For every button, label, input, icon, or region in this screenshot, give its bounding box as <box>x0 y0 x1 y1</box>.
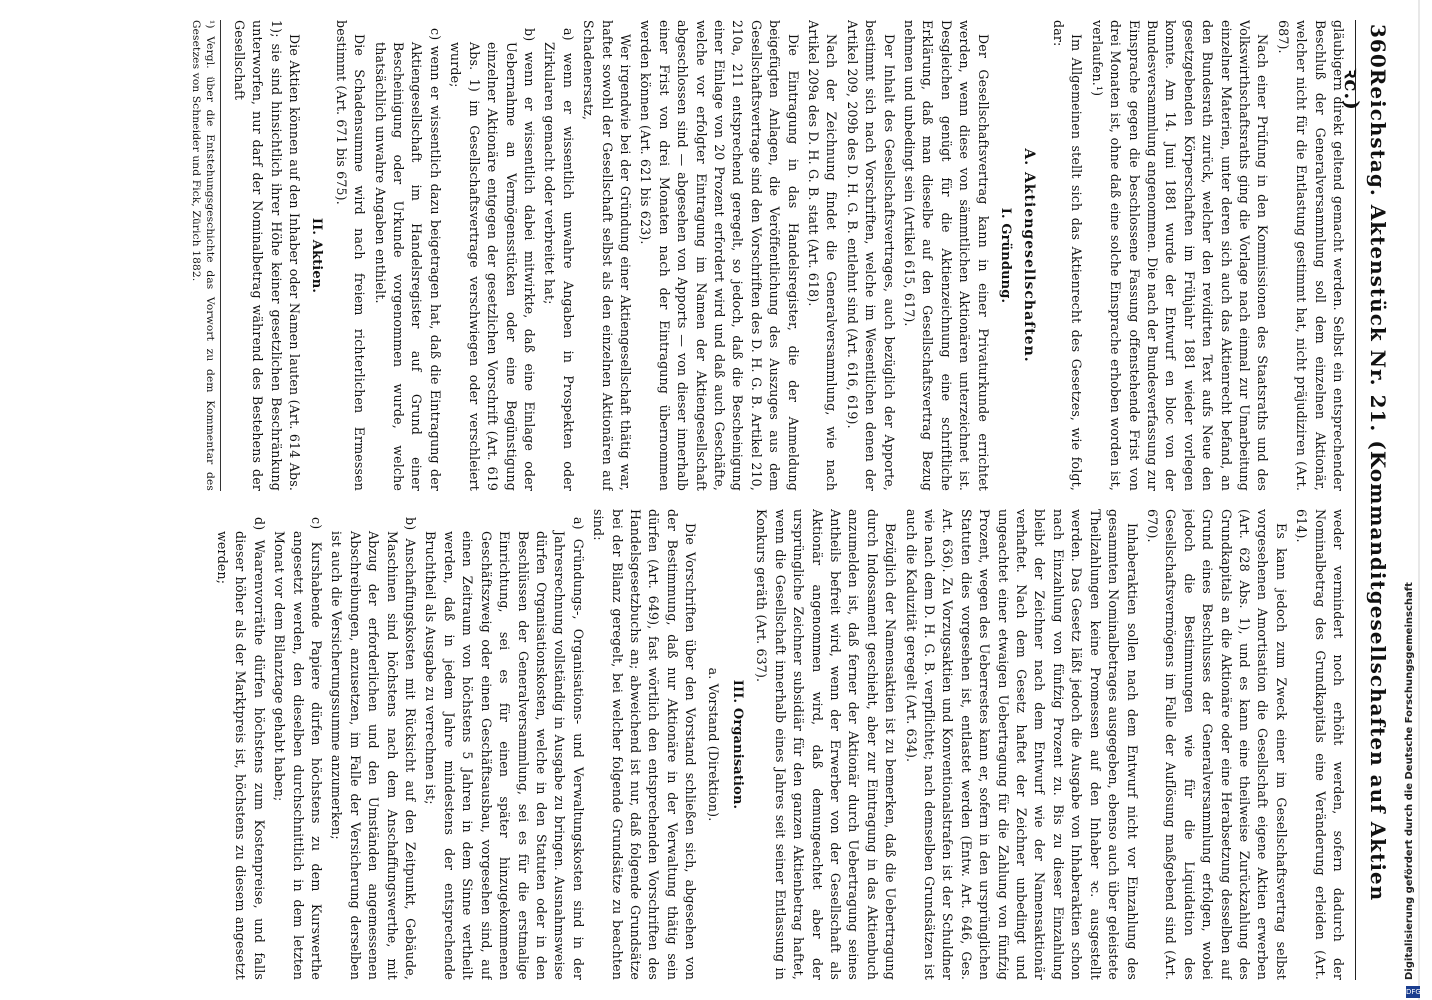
paragraph: Nach einer Prüfung in den Kommissionen des Staatsraths und des Volkswirthschaftsraths ging die Vorlage nach einmal zur Umarbeitung einzelner Materien, unter deren sich auch das Aktienrecht befand, an den Bundesrath zurück, welcher den revidirten Text aufs Neue den gesetzgebenden Körperschaften im Frühjahr 1881 wieder vorlegen konnte. Am 14. Juni 1881 wurde der Entwurf en bloc von der Bundesversammlung angenommen. Die nach der Bundesverfassung zur Einsprache gegen die beschlossene Fassung offenstehende Frist von drei Monaten ist, ohne daß eine solche Einsprache erhoben worden ist, verlaufen.¹) <box>1089 20 1271 491</box>
list-item: c) wenn er wissentlich dazu beigetragen hat, daß die Eintragung der Aktiengesellschaft im Handelsregister auf Grund einer Bescheinigung oder Urkunde vorgenommen wurde, welche thatsächlich unwahre Angaben enthielt. <box>372 28 443 491</box>
list-item: a) wenn er wissentlich unwahre Angaben in Prospekten oder Zirkularen gemacht oder verbreitet hat; <box>542 28 576 491</box>
list-item: b) wenn er wissentlich dabei mitwirkte, daß eine Einlage oder Uebernahme an Vermögensstücken oder eine Begünstigung einzelner Aktionäre entgegen der gesetzlichen Vorschrift (Art. 619 Abs. 1) im Gesellschaftsvertrage verschwiegen oder verschleiert wurde; <box>448 28 537 491</box>
paragraph: Die Eintragung in das Handelsregister, die der Anmeldung beigefügten Anlagen, die Veröffentlichung des Auszuges aus dem Gesellschaftsvertrage sind den Vorschriften des D. H. G. B. Artikel 210, 210a, 211 entsprechend geregelt, so jedoch, daß die Bescheinigung einer Einlage von 20 Prozent erfordert wird und daß auch Geschäfte, welche vor erfolgter Eintragung im Namen der Aktiengesellschaft abgeschlossen sind — abgesehen von Apports — von dieser innerhalb einer Frist von drei Monaten nach der Eintragung übernommen werden können (Art. 621 bis 623). <box>638 20 801 491</box>
section-heading-gruendung: I. Gründung. <box>998 207 1014 304</box>
dfg-logo: DFG <box>1406 988 1421 996</box>
paragraph: weder vermindert noch erhöht werden, sofern dadurch der Nominalbetrag des Grundkapitals eine Veränderung erleiden (Art. 614). <box>1294 509 1346 980</box>
paragraph: Bezüglich der Namensaktien ist zu bemerken, daß die Uebertragung durch Indossament geschieht, aber zur Eintragung in das Aktienbuch anzumelden ist, daß ferner der Aktionär durch Uebertragung seines Antheils befreit wird, wenn der Erwerber von der Gesellschaft als Aktionär angenommen wird, daß demungeachtet aber der ursprüngliche Zeichner subsidiär für den ganzen Aktienbetrag haftet, wenn die Gesellschaft innerhalb eines Jahres seit seiner Entlassung in Konkurs geräth (Art. 637). <box>754 509 899 980</box>
paragraph: Inhaberaktien sollen nach dem Entwurf nicht vor Einzahlung des gesammten Nominalbetrages ausgegeben, ebenso auch über geleistete Theilzahlungen keine Promessen auf den Inhaber ꝛc. ausgestellt werden. Das Gesetz läßt jedoch die Ausgabe von Inhaberaktien schon nach Einzahlung von fünfzig Prozent zu. Bis zu dieser Einzahlung bleibt der Zeichner nach dem Entwurf wie der Namensaktionär verhaftet. Nach dem Gesetz haftet der Zeichner unbedingt und ungeachtet einer etwaigen Uebertragung für die Zahlung von fünfzig Prozent, wegen des Ueberrestes kann er, sofern in den ursprünglichen Statuten dies vorgesehen ist, entlastet werden (Entw. Art. 646, Ges. Art. 636). Zu Vorzugsaktien und Konventionalstrafen ist der Schuldner wie nach dem D. H. G. B. verpflichtet; nach demselben Grundsätzen ist auch die Kaduzität geregelt (Art. 634). <box>903 509 1140 980</box>
paragraph: Die Schadensumme wird nach freiem richterlichen Ermessen bestimmt (Art. 671 bis 675). <box>333 20 368 491</box>
list-item: d) Waarenvorräthe dürfen höchstens zum Kostenpreise, und falls dieser höher als der Marktpreis ist, höchstens zu diesem angesetzt werden; <box>215 517 267 980</box>
column-right <box>97 509 1347 980</box>
digitization-credit: Digitalisierung gefördert durch die Deutsche Forschungsgemeinschaft <box>1404 582 1415 980</box>
paragraph: gläubigern direkt geltend gemacht werden. Selbst ein entsprechender Beschluß der Generalversammlung soll dem einzelnen Aktionär, welcher nicht für die Entlastung gestimmt hat, nicht präjudiziren (Art. 687). <box>1275 20 1346 491</box>
section-heading-a: A. Aktiengesellschaften. <box>1021 148 1038 363</box>
column-left <box>97 20 1347 491</box>
paragraph: Die Vorschriften über den Vorstand schließen sich, abgesehen von der Bestimmung, daß nur Aktionäre in der Verwaltung thätig sein dürfen (Art. 649), fast wörtlich den entsprechenden Vorschriften des Handelsgesetzbuchs an; abweichend ist nur, daß folgende Grundsätze bei der Bilanz geregelt, bei welcher folgende Grundsätze zu beachten sind: <box>591 509 699 980</box>
rotated-document <box>70 20 1390 980</box>
list-item: b) Anschaffungskosten mit Rücksicht auf den Zeitpunkt, Gebäude, Maschinen sind höchstens nach dem Anschaffungswerthe, mit Abzug der erforderlichen und den Umständen angemessenen Abschreibungen, anzusetzen, im Falle der Versicherung derselben ist auch die Versicherungssumme anzumerken; <box>329 517 419 980</box>
page-edge <box>1418 0 1420 1000</box>
paragraph: Wer irgendwie bei der Gründung einer Aktiengesellschaft thätig war, haftet sowohl der Gesellschaft selbst als den einzelnen Aktionären auf Schadenersatz, <box>581 20 633 491</box>
list-item: c) Kurshabende Papiere dürfen höchstens zu dem Kurswerthe angesetzt werden, den dieselben durchschnittlich in dem letzten Monat vor dem Bilanztage gehabt haben; <box>272 517 325 980</box>
paragraph: Im Allgemeinen stellt sich das Aktienrecht des Gesetzes, wie folgt, dar: <box>1050 20 1085 491</box>
running-title: Reichstag. Aktenstück Nr. 21. (Kommanditgesellschaften auf Aktien ꝛc.) <box>1340 68 1390 902</box>
text-columns <box>97 20 1347 980</box>
page-number: 360 <box>1366 24 1390 69</box>
paragraph: Der Gesellschaftsvertrag kann in einer Privaturkunde errichtet werden, wenn diese von sämmtlichen Aktionären unterzeichnet ist. Desgleichen genügt für die Aktienzeichnung eine schriftliche Erklärung, daß man dieselbe auf den Gesellschaftsvertrag Bezug nehmen und unbedingt sein (Artikel 615, 617). <box>902 20 991 491</box>
subsection-heading-vorstand: a. Vorstand (Direktion). <box>705 667 721 822</box>
page-header <box>1340 20 1390 980</box>
paragraph: Es kann jedoch zum Zweck einer im Gesellschaftsvertrag selbst vorgesehenen Amortisation die Gesellschaft eigene Aktien erwerben (Art. 628 Abs. 1), und es kann eine theilweise Zurückzahlung des Grundkapitals an die Aktionäre oder eine Herabsetzung desselben auf Grund eines Beschlusses der Generalversammlung erfolgen, wobei jedoch die Bestimmungen wie für die Liquidation des Gesellschaftsvermögens im Falle der Auflösung maßgebend sind (Art. 670). <box>1144 509 1289 980</box>
paragraph: Nach der Zeichnung findet die Generalversammlung, wie nach Artikel 209a des D. H. G. B. statt (Art. 618). <box>806 20 840 491</box>
footnote: ¹) Vergl. über die Entstehungsgeschichte das Vorwort zu dem Kommentar des Gesetzes von Schneider und Fick, Zürich 1882. <box>189 20 221 491</box>
section-heading-organisation: III. Organisation. <box>730 679 745 810</box>
list-item: a) Gründungs-, Organisations- und Verwaltungskosten sind in der Jahresrechnung vollständig in Ausgabe zu bringen. Ausnahmsweise dürfen Organisationskosten, welche in den Statuten oder in den Beschlüssen der Generalversammlung, sei es für die erstmalige Einrichtung, sei es für einen später hinzugekommenen Geschäftszweig oder einen Geschäftsausbau, vorgesehen sind, auf einen Zeitraum von höchstens 5 Jahren in dem Sinne vertheilt werden, daß in jedem Jahre mindestens der entsprechende Bruchtheil als Ausgabe zu verrechnen ist; <box>423 517 586 980</box>
paragraph: Die Aktien können auf den Inhaber oder Namen lauten (Art. 614 Abs. 1); sie sind hinsichtlich ihrer Höhe keiner gesetzlichen Beschränkung unterworfen, nur darf der Nominalbetrag während des Bestehens der Gesellschaft <box>231 20 303 491</box>
section-heading-aktien: II. Aktien. <box>309 217 325 294</box>
paragraph: Der Inhalt des Gesellschaftsvertrages, auch bezüglich der Apporte, bestimmt sich nach Vorschriften, welche im Wesentlichen denen der Artikel 209, 209b des D. H. G. B. entlehnt sind (Art. 616, 619). <box>844 20 897 491</box>
